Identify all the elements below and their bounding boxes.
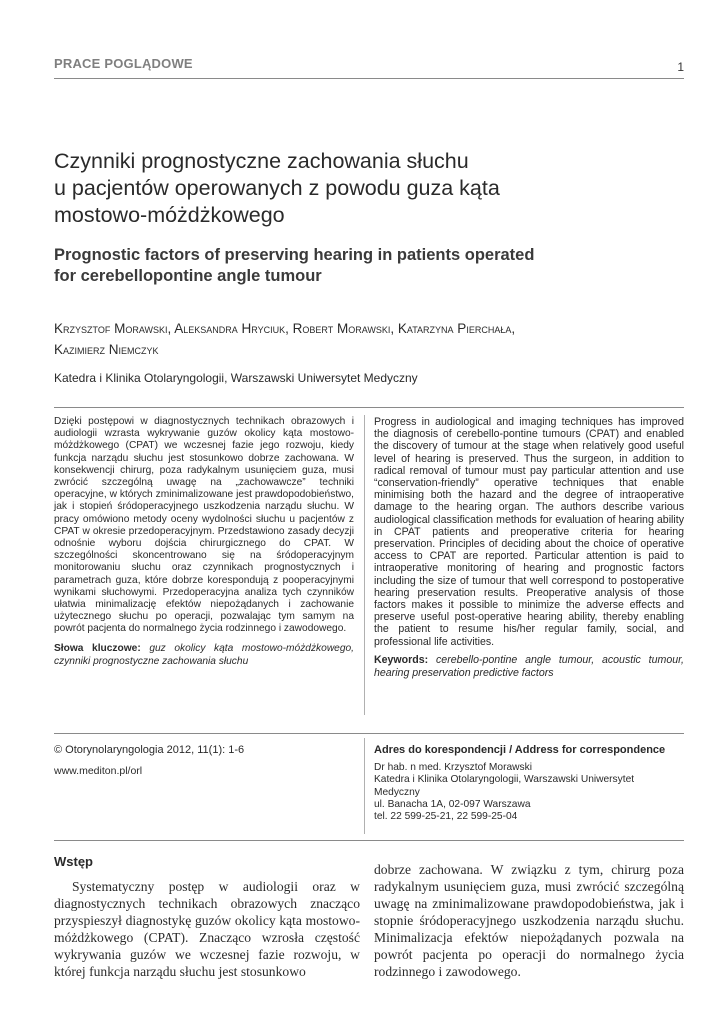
header-divider (54, 78, 684, 79)
authors-line: Krzysztof Morawski, Aleksandra Hryciuk, Robert Morawski, Katarzyna Pierchała, (54, 321, 516, 336)
affiliation: Katedra i Klinika Otolaryngologii, Warszawski Uniwersytet Medyczny (54, 371, 418, 385)
correspondence-line: tel. 22 599-25-21, 22 599-25-04 (374, 811, 518, 823)
abstract-top-divider (54, 407, 684, 408)
authors (54, 318, 684, 360)
meta-column-divider (364, 738, 365, 834)
abstract-english (374, 416, 684, 680)
correspondence-heading: Adres do korespondencji / Address for correspondence (374, 744, 666, 756)
copyright: © Otorynolaryngologia 2012, 11(1): 1-6 (54, 744, 245, 756)
title-english (54, 245, 674, 287)
correspondence-line: ul. Banacha 1A, 02-097 Warszawa (374, 798, 531, 810)
title-english-line: for cerebellopontine angle tumour (54, 267, 322, 285)
title-polish-line: u pacjentów operowanych z powodu guza kąta (54, 176, 500, 200)
correspondence-address (374, 762, 674, 823)
keywords-polish-label: Słowa kluczowe: (54, 642, 141, 654)
keywords-english-text: cerebello-pontine angle tumour, acoustic tumour, hearing preservation predictive factors (374, 653, 684, 679)
title-polish-line: mostowo-móżdżkowego (54, 203, 285, 227)
correspondence-line: Dr hab. n med. Krzysztof Morawski (374, 762, 532, 773)
keywords-english (374, 654, 684, 680)
section-label: PRACE POGLĄDOWE (54, 56, 193, 71)
keywords-polish-text: guz okolicy kąta mostowo-móżdżkowego, czynniki prognostyczne zachowania słuchu (54, 642, 355, 667)
authors-line: Kazimierz Niemczyk (54, 342, 159, 357)
page-number: 1 (677, 60, 684, 74)
meta-top-divider (54, 733, 684, 734)
title-polish-line: Czynniki prognostyczne zachowania słuchu (54, 149, 469, 173)
correspondence-line: Katedra i Klinika Otolaryngologii, Warszawski Uniwersytet (374, 774, 635, 786)
title-polish (54, 148, 674, 229)
title-english-line: Prognostic factors of preserving hearing in patients operated (54, 246, 535, 264)
body-text-right-column: dobrze zachowana. W związku z tym, chirurg poza radykalnym usunięciem guza, musi zwrócić szczególną uwagę na zminimalizowane prawdopodobieństwa, jak i stopnie śródoperacyjnego uszkodzenia narządu słuchu. Minimalizacja efektów niepożądanych pozwala na powrót pacjenta po operacji do normalnego życia rodzinnego i zawodowego. (374, 862, 684, 979)
abstract-english-text: Progress in audiological and imaging techniques has improved the diagnosis of cerebello-pontine tumours (CPAT) and enabled the discovery of tumour at the stage when relatively good useful level of hearing is preserved. Thus the surgeon, in addition to radical removal of tumour must pay particular attention and use “conservation-friendly” operative techniques that enable minimising both the hazard and the degree of intraoperative damage to the hearing organ. The authors describe various audiological classification methods for evaluation of hearing ability in CPAT patients and preoperative criteria for hearing preservation. Principles of deciding about the choice of operative access to CPAT are reported. Particular attention is paid to intraoperative monitoring of hearing and prognostic factors including the size of tumour that well correspond to postoperative hearing preservation results. Preoperative analysis of those factors makes it possible to minimize the adverse effects and preserve useful post-operative hearing ability, thereby enabling the patient to resume his/her regular family, social, and professional life activities. (374, 416, 684, 648)
correspondence-line: Medyczny (374, 786, 420, 798)
body-text-left-column: Systematyczny postęp w audiologii oraz w diagnostycznych technikach obrazowych znacząco przyspieszył diagnostykę guzów okolicy kąta mostowo-móżdżkowego (CPAT). Znacząco wzrosła częstość wykrywania guzów we wczesnej fazie rozwoju, w której funkcja narządu słuchu jest stosunkowo (54, 879, 360, 979)
abstract-polish (54, 416, 354, 668)
section-heading-introduction: Wstęp (54, 854, 93, 869)
body-top-divider (54, 840, 684, 841)
abstract-column-divider (364, 415, 365, 715)
journal-website-link[interactable]: www.mediton.pl/orl (54, 765, 143, 777)
abstract-polish-text: Dzięki postępowi w diagnostycznych technikach obrazowych i audiologii wzrasta wykrywanie guzów okolicy kąta mostowo-móżdżkowego (CPAT) we wczesnej fazie jego rozwoju, kiedy funkcja narządu słuchu jest stosunkowo dobrze zachowana. W konsekwencji chirurg, poza radykalnym usunięciem guza, musi zwrócić szczególną uwagę na „zachowawcze” techniki operacyjne, w których zminimalizowane jest prawdopodobieństwo, jak i stopień śródoperacyjnego uszkodzenia narządu słuchu. W pracy omówiono metody oceny wydolności słuchu u pacjentów z CPAT w okresie przedoperacyjnym. Przedstawiono zasady decyzji odnośnie wyboru dojścia chirurgicznego do CPAT. W szczególności skoncentrowano się na śródoperacyjnym monitorowaniu słuchu oraz czynnikach prognostycznych i parametrach guza, które dobrze korespondują z pooperacyjnymi wynikami słuchowymi. Przedoperacyjna analiza tych czynników ułatwia minimalizację efektów niepożądanych i zachowanie użytecznego słuchu po operacji, pozwalając tym samym na powrót pacjenta do normalnego życia rodzinnego i zawodowego. (54, 416, 354, 635)
keywords-english-label: Keywords: (374, 653, 429, 666)
keywords-polish (54, 642, 354, 668)
